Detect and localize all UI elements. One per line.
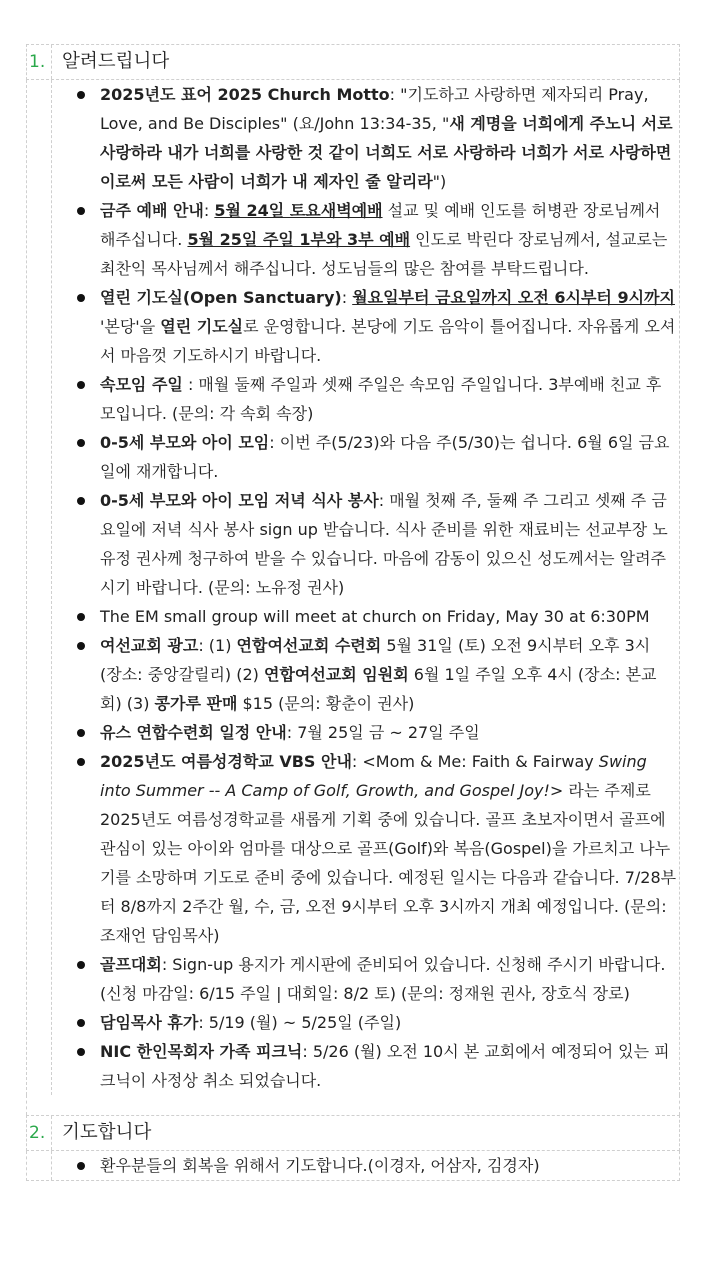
announcement-item (52, 950, 679, 1008)
section-1-header (26, 44, 680, 80)
bullet-icon (77, 961, 85, 969)
text-run: 담임목사 휴가 (100, 1013, 199, 1032)
text-run: 2025년도 여름성경학교 VBS 안내 (100, 752, 352, 771)
text-run: 5월 25일 주일 1부와 3부 예배 (187, 230, 411, 249)
text-run: ") (432, 172, 447, 191)
text-run: 5월 24일 토요새벽예배 (214, 201, 383, 220)
prayer-list (51, 1151, 679, 1180)
section-number: 2. (29, 1123, 46, 1143)
text-run: 연합여선교회 수련회 (236, 636, 382, 655)
bullet-icon (77, 613, 85, 621)
text-run: > 라는 주제로 2025년도 여름성경학교를 새롭게 기획 중에 있습니다. 골프 초보자이면서 골프에 관심이 있는 아이와 엄마를 대상으로 골프(Golf)와 복음(Gospel)을 가르치고 나누기를 소망하며 기도로 준비 중에 있습니다. 예정된 일시는 다음과 같습니다. 7/28부터 8/8까지 2주간 월, 수, 금, 오전 9시부터 오후 3시까지 개최 예정입니다. (문의: 조재언 담임목사) (100, 781, 677, 945)
text-run: : 매월 첫째 주, 둘째 주 그리고 셋째 주 금요일에 저녁 식사 봉사 sign up 받습니다. 식사 준비를 위한 재료비는 선교부장 노유정 권사께 청구하여 받을 수 있습니다. 마음에 감동이 있으신 성도께서는 알려주시기 바랍니다. (문의: 노유정 권사) (100, 491, 668, 597)
announcement-item (52, 428, 679, 486)
bullet-icon (77, 642, 85, 650)
text-run: 로 운영합니다. 본당에 기도 음악이 틀어집니다. 자유롭게 오셔서 마음껏 기도하시기 바랍니다. (100, 317, 676, 365)
bullet-icon (77, 381, 85, 389)
text-run: : (1) (198, 636, 237, 655)
text-run: NIC 한인목회자 가족 피크닉 (100, 1042, 303, 1061)
bullet-icon (77, 729, 85, 737)
text-run: 6월 1일 주일 오후 4시 (장소: 본교회) (3) (100, 665, 657, 713)
text-run: : 7월 25일 금 ~ 27일 주일 (286, 723, 480, 742)
text-run: : 이번 주(5/23)와 다음 주(5/30)는 쉽니다. 6월 6일 금요일에 재개합니다. (100, 433, 670, 481)
announcement-item (52, 196, 679, 283)
text-run: 인도로 박린다 장로님께서, 설교로는 최찬익 목사님께서 해주십니다. 성도님들의 많은 참여를 부탁드립니다. (100, 230, 668, 278)
announcement-item (52, 1008, 679, 1037)
text-run: : Sign-up 용지가 게시판에 준비되어 있습니다. 신청해 주시기 바랍니다. (신청 마감일: 6/15 주일 | 대회일: 8/2 토) (문의: 정재원 권사, 장호식 장로) (100, 955, 666, 1003)
text-run: The EM small group will meet at church on Friday, May 30 at 6:30PM (100, 607, 650, 626)
text-run: 유스 연합수련회 일정 안내 (100, 723, 287, 742)
text-run: 열린 기도실 (160, 317, 244, 336)
text-run: : <Mom & Me: Faith & Fairway (351, 752, 599, 771)
text-run: 금주 예배 안내 (100, 201, 204, 220)
text-run: : 매월 둘째 주일과 셋째 주일은 속모임 주일입니다. 3부예배 친교 후 모입니다. (문의: 각 속회 속장) (100, 375, 662, 423)
text-run: 설교 및 예배 인도를 허병관 장로님께서 해주십니다. (100, 201, 661, 249)
announcement-item (52, 370, 679, 428)
text-run: 0-5세 부모와 아이 모임 저녁 식사 봉사 (100, 491, 379, 510)
section-number: 1. (29, 52, 46, 72)
text-run: 속모임 주일 (100, 375, 183, 394)
announcement-item (52, 1037, 679, 1095)
text-run: 골프대회 (100, 955, 162, 974)
text-run: 열린 기도실(Open Sanctuary) (100, 288, 342, 307)
text-run: $15 (문의: 황춘이 권사) (237, 694, 415, 713)
text-run: 0-5세 부모와 아이 모임 (100, 433, 270, 452)
bullet-icon (77, 294, 85, 302)
bullet-icon (77, 758, 85, 766)
bullet-icon (77, 207, 85, 215)
text-run: : 5/19 (월) ~ 5/25일 (주일) (198, 1013, 402, 1032)
bullet-icon (77, 91, 85, 99)
text-run: 환우분들의 회복을 위해서 기도합니다.(이경자, 어삼자, 김경자) (100, 1156, 540, 1175)
text-run: 콩가루 판매 (154, 694, 238, 713)
text-run: : "기도하고 사랑하면 제자되리 Pray, Love, and Be Disciples" (요/John 13:34-35, " (100, 85, 649, 133)
announcement-item (52, 718, 679, 747)
announcement-item (52, 747, 679, 950)
announcement-item (52, 631, 679, 718)
text-run: 2025년도 표어 2025 Church Motto (100, 85, 390, 104)
announcement-item (52, 283, 679, 370)
bulletin-document (26, 44, 680, 1181)
announcement-item (52, 486, 679, 602)
section-title: 기도합니다 (51, 1116, 679, 1150)
bullet-icon (77, 1162, 85, 1170)
bullet-icon (77, 1048, 85, 1056)
bullet-icon (77, 439, 85, 447)
text-run: 5월 31일 (토) 오전 9시부터 오후 3시 (장소: 중앙갈릴리) (2) (100, 636, 651, 684)
text-run: : 5/26 (월) 오전 10시 본 교회에서 예정되어 있는 피크닉이 사정상 취소 되었습니다. (100, 1042, 670, 1090)
section-2-body (26, 1151, 680, 1181)
text-run: 여선교회 광고 (100, 636, 199, 655)
bullet-icon (77, 1019, 85, 1027)
prayer-item (52, 1151, 679, 1180)
section-title: 알려드립니다 (51, 45, 679, 79)
section-2-header (26, 1115, 680, 1151)
text-run: 월요일부터 금요일까지 오전 6시부터 9시까지 (352, 288, 675, 307)
text-run: '본당'을 (100, 317, 161, 336)
text-run: : (203, 201, 215, 220)
announcement-item (52, 80, 679, 196)
section-1-body (26, 80, 680, 1095)
announcement-item (52, 602, 679, 631)
bullet-icon (77, 497, 85, 505)
text-run: : (341, 288, 353, 307)
text-run: Swing into Summer -- A Camp of Golf, Growth, and Gospel Joy! (100, 752, 647, 800)
text-run: 새 계명을 너희에게 주노니 서로 사랑하라 내가 너희를 사랑한 것 같이 너희도 서로 사랑하라 너희가 서로 사랑하면 이로써 모든 사람이 너희가 내 제자인 줄 알리라 (100, 114, 673, 191)
text-run: 연합여선교회 임원회 (264, 665, 409, 684)
announcement-list (51, 80, 679, 1095)
